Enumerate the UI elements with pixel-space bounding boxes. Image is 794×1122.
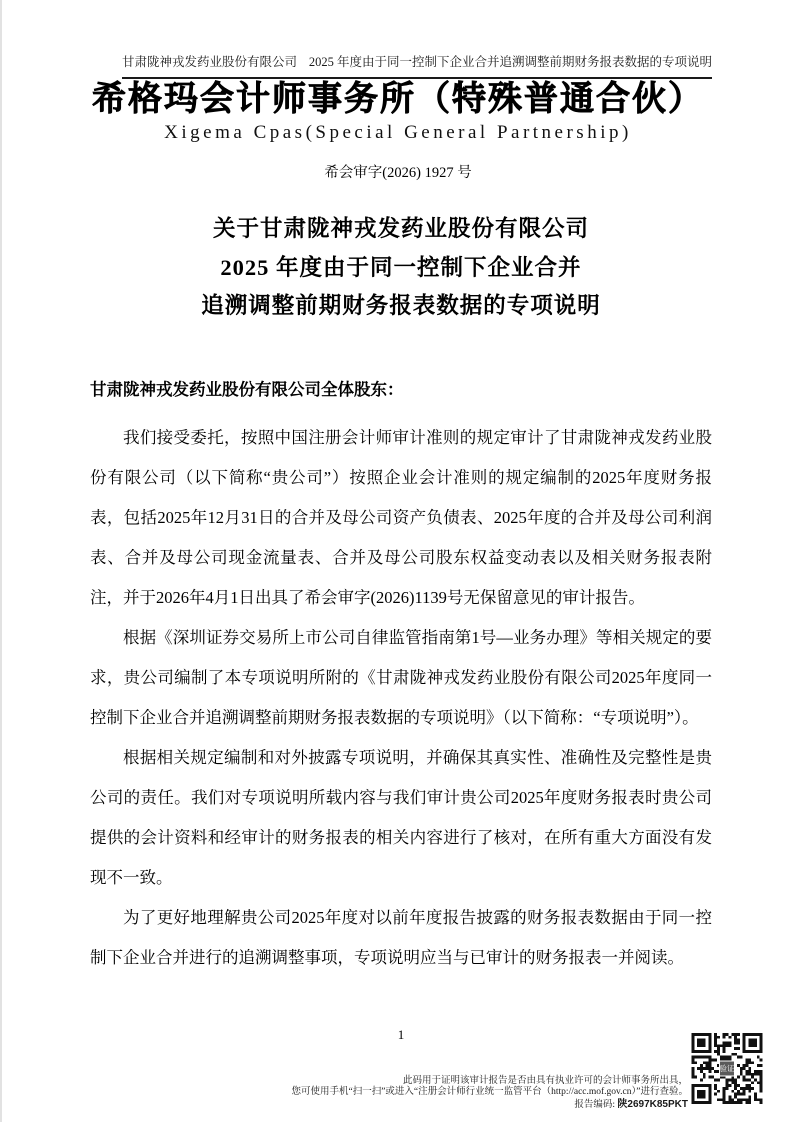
body-paragraph-4: 为了更好地理解贵公司2025年度对以前年度报告披露的财务报表数据由于同一控制下企业合并进行的追溯调整事项，专项说明应当与已审计的财务报表一并阅读。 [90,908,712,967]
document-title-line-1: 关于甘肃陇神戎发药业股份有限公司 [212,216,589,241]
report-code-label: 报告编码: [574,1099,618,1110]
salutation: 甘肃陇神戎发药业股份有限公司全体股东： [90,380,404,399]
header-company-name: 甘肃陇神戎发药业股份有限公司 [122,55,298,69]
verification-note-line-2: 您可使用手机“扫一扫”或进入“注册会计师行业统一监管平台（http://acc.mof.gov.cn）”进行查验。 [291,1087,688,1097]
body-paragraph-2: 根据《深圳证券交易所上市公司自律监管指南第1号—业务办理》等相关规定的要求，贵公司编制了本专项说明所附的《甘肃陇神戎发药业股份有限公司2025年度同一控制下企业合并追溯调整前期财务报表数据的专项说明》（以下简称：“专项说明”）。 [90,628,712,727]
report-code-value: 陕2697K85PKT [617,1098,688,1110]
body-paragraph-1: 我们接受委托，按照中国注册会计师审计准则的规定审计了甘肃陇神戎发药业股份有限公司（以下简称“贵公司”）按照企业会计准则的规定编制的2025年度财务报表，包括2025年12月31日的合并及母公司资产负债表、2025年度的合并及母公司利润表、合并及母公司现金流量表、合并及母公司股东权益变动表以及相关财务报表附注，并于2026年4月1日出具了希会审字(2026)1139号无保留意见的审计报告。 [90,428,712,607]
verification-note-line-1: 此码用于证明该审计报告是否由具有执业许可的会计师事务所出具， [402,1075,688,1086]
report-code-line [292,1099,689,1112]
svg-text:验证: 验证 [719,1064,735,1074]
document-body [90,370,712,978]
firm-name-english: Xigema Cpas(Special General Partnership) [164,122,632,143]
document-title [90,210,712,326]
firm-name-chinese: 希格玛会计师事务所（特殊普通合伙） [92,81,704,118]
verification-note [292,1076,689,1112]
verification-footer [90,1033,763,1110]
header-document-subject: 2025 年度由于同一控制下企业合并追溯调整前期财务报表数据的专项说明 [308,55,712,69]
report-reference-number: 希会审字(2026) 1927 号 [324,165,472,181]
document-title-line-3: 追溯调整前期财务报表数据的专项说明 [201,293,601,318]
running-header [122,54,712,79]
body-paragraph-3: 根据相关规定编制和对外披露专项说明，并确保其真实性、准确性及完整性是贵公司的责任。我们对专项说明所载内容与我们审计贵公司2025年度财务报表时贵公司提供的会计资料和经审计的财务报表的相关内容进行了核对，在所有重大方面没有发现不一致。 [90,748,712,887]
verification-qr-code-icon [691,1033,763,1104]
page-number: 1 [397,1027,405,1042]
document-title-line-2: 2025 年度由于同一控制下企业合并 [220,254,582,280]
